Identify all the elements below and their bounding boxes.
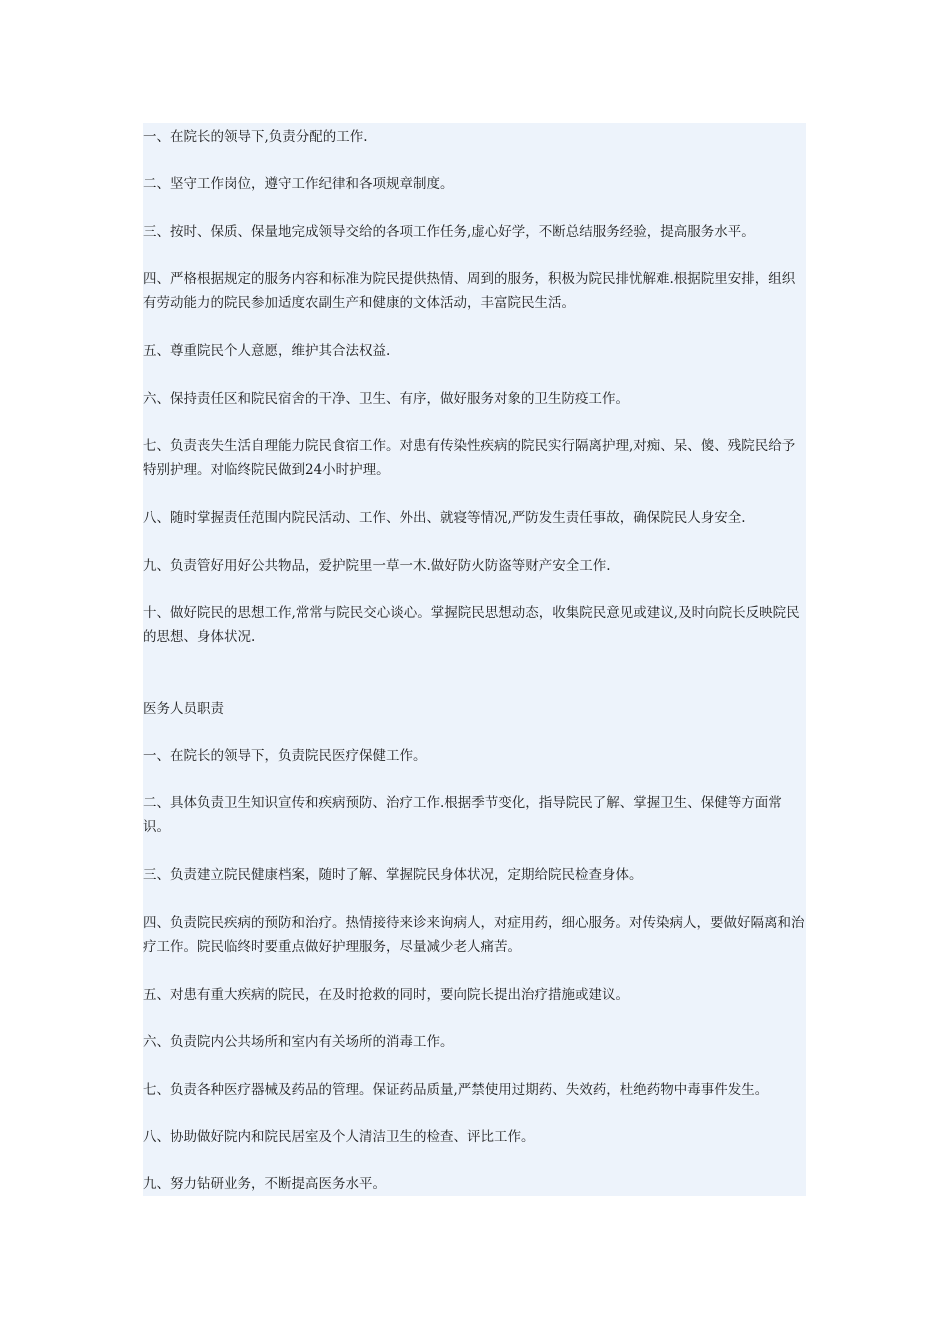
duty-item-8: 八、随时掌握责任范围内院民活动、工作、外出、就寝等情况,严防发生责任事故，确保院民人身安全.	[143, 510, 746, 526]
duty-item-7: 七、负责丧失生活自理能力院民食宿工作。对患有传染性疾病的院民实行隔离护理,对痴、呆、傻、残院民给予特别护理。对临终院民做到24小时护理。	[143, 438, 796, 478]
medical-duty-item-7: 七、负责各种医疗器械及药品的管理。保证药品质量,严禁使用过期药、失效药，杜绝药物中毒事件发生。	[143, 1082, 769, 1098]
medical-duty-item-3: 三、负责建立院民健康档案，随时了解、掌握院民身体状况，定期给院民检查身体。	[143, 867, 643, 883]
duty-item-1: 一、在院长的领导下,负责分配的工作.	[143, 129, 368, 145]
duty-item-9: 九、负责管好用好公共物品，爱护院里一草一木.做好防火防盗等财产安全工作.	[143, 558, 611, 574]
duty-item-6: 六、保持责任区和院民宿舍的干净、卫生、有序，做好服务对象的卫生防疫工作。	[143, 391, 629, 407]
duty-item-5: 五、尊重院民个人意愿，维护其合法权益.	[143, 343, 391, 359]
medical-duty-item-6: 六、负责院内公共场所和室内有关场所的消毒工作。	[143, 1034, 454, 1050]
document-content	[143, 123, 806, 1196]
duty-item-3: 三、按时、保质、保量地完成领导交给的各项工作任务,虚心好学，不断总结服务经验，提高服务水平。	[143, 224, 755, 240]
medical-duty-item-2: 二、具体负责卫生知识宣传和疾病预防、治疗工作.根据季节变化，指导院民了解、掌握卫生、保健等方面常识。	[143, 795, 782, 835]
medical-duty-item-1: 一、在院长的领导下，负责院民医疗保健工作。	[143, 748, 427, 764]
duty-item-10: 十、做好院民的思想工作,常常与院民交心谈心。掌握院民思想动态，收集院民意见或建议,及时向院长反映院民的思想、身体状况.	[143, 605, 800, 645]
duty-item-2: 二、坚守工作岗位，遵守工作纪律和各项规章制度。	[143, 176, 454, 192]
section-title-medical-staff: 医务人员职责	[143, 701, 224, 717]
medical-duty-item-8: 八、协助做好院内和院民居室及个人清洁卫生的检查、评比工作。	[143, 1129, 535, 1145]
medical-duty-item-9: 九、努力钻研业务，不断提高医务水平。	[143, 1176, 386, 1192]
medical-duty-item-4: 四、负责院民疾病的预防和治疗。热情接待来诊来询病人，对症用药，细心服务。对传染病人，要做好隔离和治疗工作。院民临终时要重点做好护理服务，尽量减少老人痛苦。	[143, 915, 805, 955]
duty-item-4: 四、严格根据规定的服务内容和标准为院民提供热情、周到的服务，积极为院民排忧解难.根据院里安排，组织有劳动能力的院民参加适度农副生产和健康的文体活动，丰富院民生活。	[143, 271, 796, 311]
medical-duty-item-5: 五、对患有重大疾病的院民，在及时抢救的同时，要向院长提出治疗措施或建议。	[143, 987, 629, 1003]
